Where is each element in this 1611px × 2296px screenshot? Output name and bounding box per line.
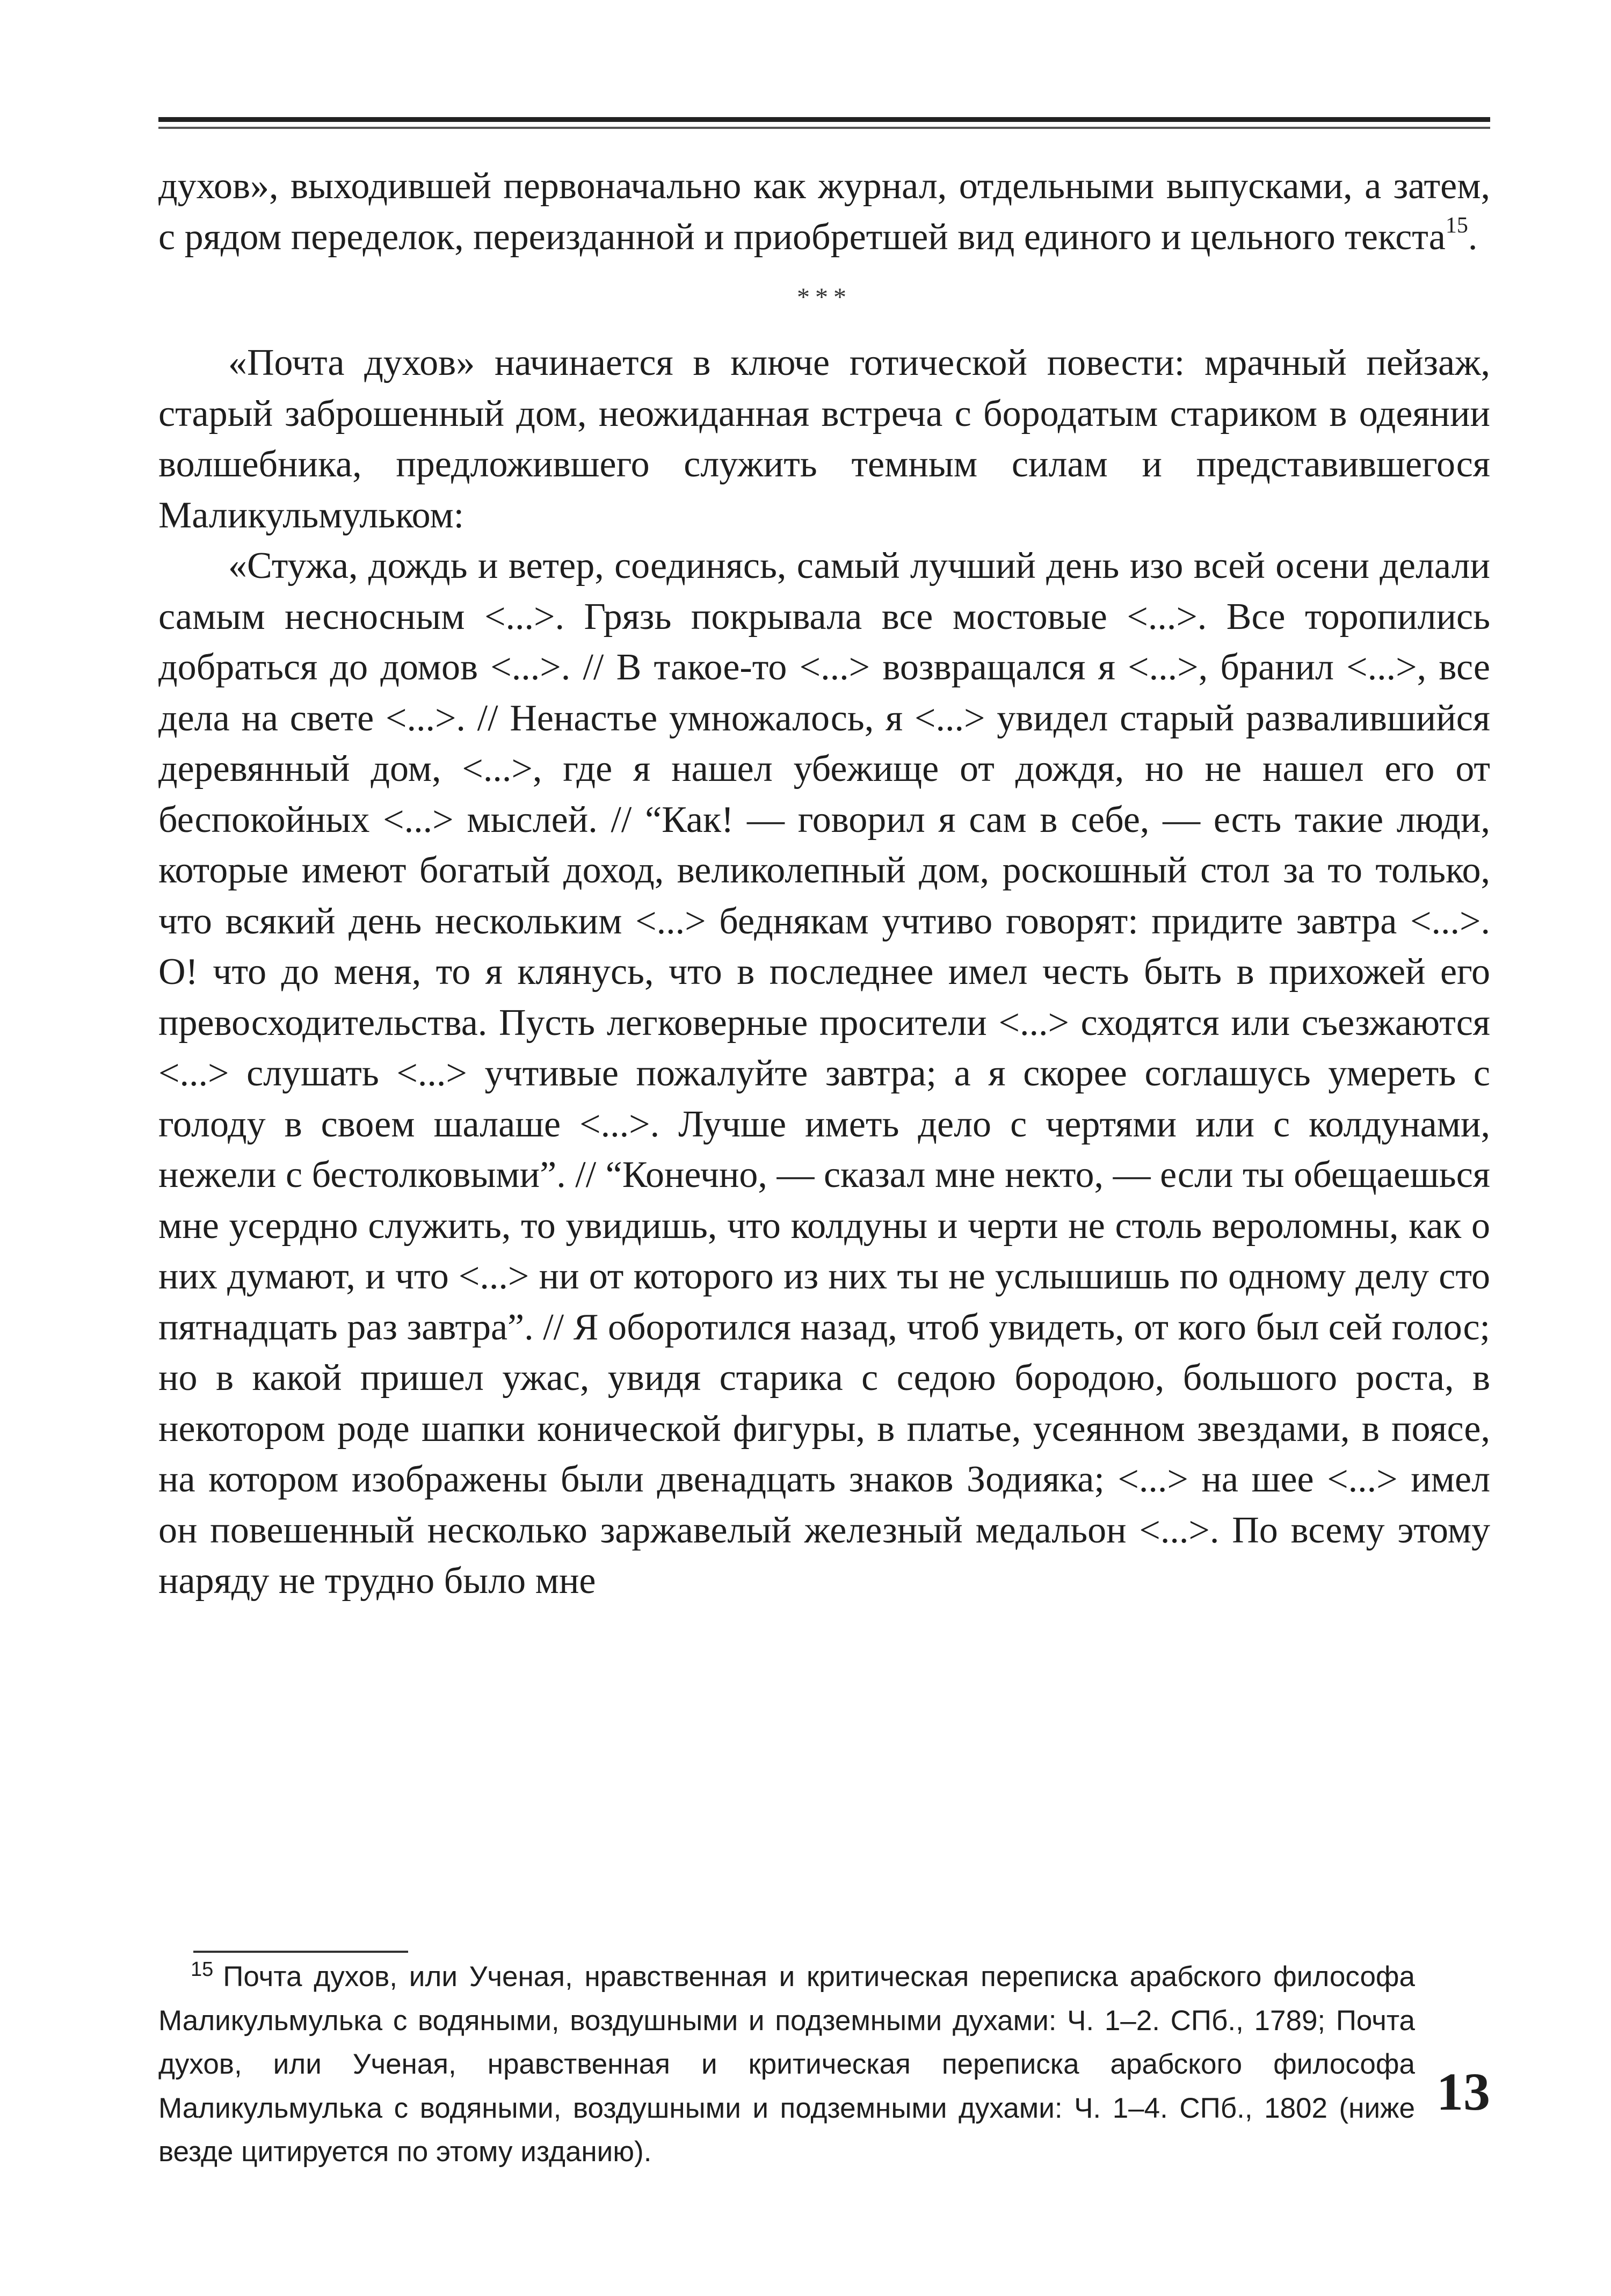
paragraph-continuation-text: духов», выходившей первоначально как журнал, отдельными выпусками, а затем, с рядом переделок, переизданной и приобретшей вид единого и цельного текста	[158, 165, 1490, 258]
footnote-text: Почта духов, или Ученая, нравственная и критическая переписка арабского философа Маликульмулька с водяными, воздушными и подземными духами: Ч. 1–2. СПб., 1789; Почта духов, или Ученая, нравственная и критическая переписка арабского философа Маликульмулька с водяными, воздушными и подземными духами: Ч. 1–4. СПб., 1802 (ниже везде цитируется по этому изданию).	[158, 1961, 1415, 2168]
header-rule-thick	[158, 117, 1490, 122]
footnote	[158, 1955, 1415, 2174]
footnote-number: 15	[191, 1958, 214, 1981]
main-text	[158, 161, 1490, 1607]
paragraph-continuation	[158, 161, 1490, 263]
paragraph-continuation-end: .	[1468, 216, 1478, 258]
paragraph-intro: «Почта духов» начинается в ключе готической повести: мрачный пейзаж, старый заброшенный дом, неожиданная встреча с бородатым стариком в одеянии волшебника, предложившего служить темным силам и представившегося Маликульмульком:	[158, 342, 1490, 536]
section-separator: ***	[797, 283, 852, 312]
footnote-reference: 15	[1445, 213, 1468, 238]
page-number: 13	[1436, 2062, 1490, 2121]
paragraph-quotation: «Стужа, дождь и ветер, соединясь, самый лучший день изо всей осени делали самым несносным <...>. Грязь покрывала все мостовые <...>. Все торопились добраться до домов <...>. // В такое-то <...> возвращался я <...>, бранил <...>, все дела на свете <...>. // Ненастье умножалось, я <...> увидел старый развалившийся деревянный дом, <...>, где я нашел убежище от дождя, но не нашел его от беспокойных <...> мыслей. // “Как! — говорил я сам в себе, — есть такие люди, которые имеют богатый доход, великолепный дом, роскошный стол за то только, что всякий день нескольким <...> беднякам учтиво говорят: придите завтра <...>. О! что до меня, то я клянусь, что в последнее имел честь быть в прихожей его превосходительства. Пусть легковерные просители <...> сходятся или съезжаются <...> слушать <...> учтивые пожалуйте завтра; а я скорее соглашусь умереть с голоду в своем шалаше <...>. Лучше иметь дело с чертями или с колдунами, нежели с бестолковыми”. // “Конечно, — сказал мне некто, — если ты обещаешься мне усердно служить, то увидишь, что колдуны и черти не столь вероломны, как о них думают, и что <...> ни от которого из них ты не услышишь по одному делу сто пятнадцать раз завтра”. // Я оборотился назад, чтоб увидеть, от кого был сей голос; но в какой пришел ужас, увидя старика с седою бородою, большого роста, в некотором роде шапки конической фигуры, в платье, усеянном звездами, в поясе, на котором изображены были двенадцать знаков Зодияка; <...> на шее <...> имел он повешенный несколько заржавелый железный медальон <...>. По всему этому наряду не трудно было мне	[158, 545, 1490, 1602]
footnote-rule	[193, 1951, 408, 1953]
header-rule-thin	[158, 127, 1490, 129]
